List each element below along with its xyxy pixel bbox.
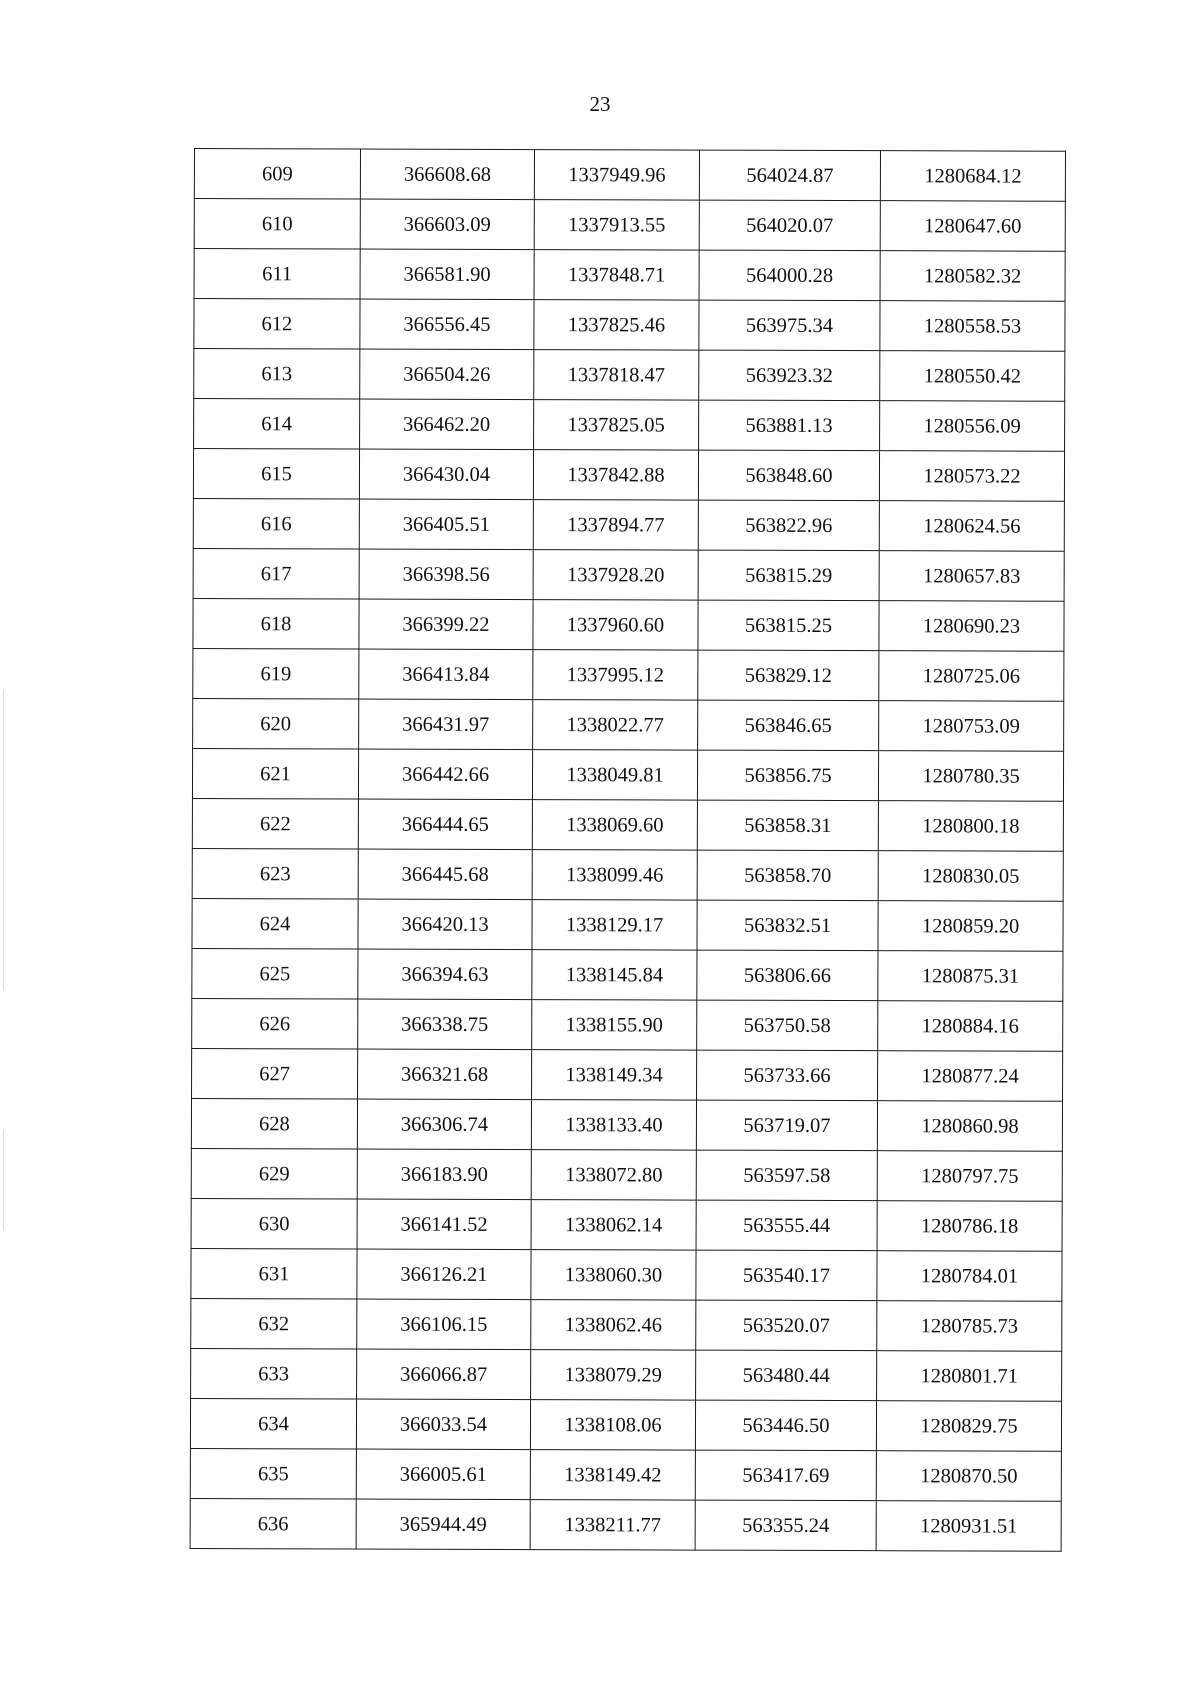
table-row <box>192 998 1063 1051</box>
table-cell: 612 <box>194 299 360 350</box>
table-cell: 1280860.98 <box>877 1101 1062 1152</box>
table-row <box>190 1448 1061 1501</box>
table-cell: 1280753.09 <box>879 701 1064 752</box>
table-cell: 632 <box>191 1298 357 1349</box>
table-cell: 1337960.60 <box>533 600 698 651</box>
table-row <box>192 748 1063 801</box>
table-cell: 563923.32 <box>699 350 880 401</box>
table-cell: 1337928.20 <box>533 550 698 601</box>
table-cell: 1338072.80 <box>531 1150 696 1201</box>
table-cell: 1280931.51 <box>876 1501 1061 1552</box>
table-cell: 1280884.16 <box>878 1001 1063 1052</box>
table-cell: 1280624.56 <box>879 501 1064 552</box>
table-cell: 366066.87 <box>357 1349 531 1400</box>
table-cell: 613 <box>194 349 360 400</box>
table-cell: 1280780.35 <box>878 751 1063 802</box>
table-cell: 627 <box>192 1048 358 1099</box>
table-cell: 634 <box>190 1398 356 1449</box>
table-cell: 615 <box>193 449 359 500</box>
table-cell: 1280870.50 <box>876 1451 1061 1502</box>
table-cell: 1337894.77 <box>533 500 698 551</box>
table-cell: 631 <box>191 1248 357 1299</box>
table-cell: 1338069.60 <box>532 800 697 851</box>
table-cell: 366431.97 <box>359 699 533 750</box>
table-cell: 366462.20 <box>360 399 534 450</box>
table-cell: 563719.07 <box>696 1100 877 1151</box>
table-cell: 1338211.77 <box>530 1500 695 1551</box>
table-cell: 1280657.83 <box>879 551 1064 602</box>
table-cell: 624 <box>192 898 358 949</box>
table-cell: 563806.66 <box>697 950 878 1001</box>
table-cell: 625 <box>192 948 358 999</box>
table-cell: 617 <box>193 548 359 599</box>
table-cell: 623 <box>192 848 358 899</box>
table-cell: 626 <box>192 998 358 1049</box>
table-cell: 1280877.24 <box>878 1051 1063 1102</box>
table-cell: 1337818.47 <box>534 350 699 401</box>
table-cell: 563446.50 <box>695 1400 876 1451</box>
table-cell: 366420.13 <box>358 899 532 950</box>
table-cell: 1338108.06 <box>530 1400 695 1451</box>
table-cell: 620 <box>193 698 359 749</box>
table-row <box>192 798 1063 851</box>
table-cell: 563858.31 <box>697 800 878 851</box>
table-cell: 563846.65 <box>698 700 879 751</box>
table-cell: 1337848.71 <box>534 250 699 301</box>
table-cell: 563733.66 <box>697 1050 878 1101</box>
table-cell: 563750.58 <box>697 1000 878 1051</box>
table-cell: 1338149.34 <box>532 1050 697 1101</box>
table-cell: 633 <box>191 1348 357 1399</box>
table-cell: 1338079.29 <box>531 1350 696 1401</box>
table-cell: 563881.13 <box>699 400 880 451</box>
table-cell: 366399.22 <box>359 599 533 650</box>
table-cell: 563832.51 <box>697 900 878 951</box>
table-cell: 1337842.88 <box>533 450 698 501</box>
table-cell: 564024.87 <box>699 150 880 201</box>
table-cell: 1280801.71 <box>877 1351 1062 1402</box>
table-row <box>192 948 1063 1001</box>
table-row <box>191 1098 1062 1151</box>
table-cell: 1338099.46 <box>532 850 697 901</box>
table-cell: 366338.75 <box>358 999 532 1050</box>
coordinate-table <box>190 148 1066 1552</box>
table-row <box>191 1298 1062 1351</box>
table-cell: 1280829.75 <box>876 1401 1061 1452</box>
table-cell: 366141.52 <box>357 1199 531 1250</box>
table-cell: 1280582.32 <box>880 251 1065 302</box>
table-cell: 1280556.09 <box>880 401 1065 452</box>
table-row <box>193 598 1064 651</box>
table-cell: 564000.28 <box>699 250 880 301</box>
table-cell: 366405.51 <box>359 499 533 550</box>
table-cell: 563815.29 <box>698 550 879 601</box>
table-cell: 563815.25 <box>698 600 879 651</box>
table-cell: 563597.58 <box>696 1150 877 1201</box>
table-cell: 563822.96 <box>698 500 879 551</box>
table-cell: 628 <box>191 1098 357 1149</box>
table-cell: 1280800.18 <box>878 801 1063 852</box>
table-cell: 366394.63 <box>358 949 532 1000</box>
table-cell: 563555.44 <box>696 1200 877 1251</box>
page-number: 23 <box>589 92 611 116</box>
table-cell: 563417.69 <box>695 1450 876 1501</box>
table-cell: 563856.75 <box>697 750 878 801</box>
table-cell: 635 <box>190 1448 356 1499</box>
table-cell: 366321.68 <box>358 1049 532 1100</box>
table-row <box>194 149 1065 202</box>
table-cell: 1280550.42 <box>880 351 1065 402</box>
table-cell: 1338022.77 <box>533 700 698 751</box>
table-cell: 563975.34 <box>699 300 880 351</box>
table-cell: 614 <box>194 399 360 450</box>
table-row <box>193 698 1064 751</box>
table-row <box>192 848 1063 901</box>
table-cell: 366005.61 <box>356 1449 530 1500</box>
table-cell: 619 <box>193 648 359 699</box>
table-cell: 616 <box>193 498 359 549</box>
table-cell: 1280786.18 <box>877 1201 1062 1252</box>
table-cell: 1337995.12 <box>533 650 698 701</box>
table-cell: 366126.21 <box>357 1249 531 1300</box>
table-cell: 1338149.42 <box>530 1450 695 1501</box>
coordinate-table-body <box>190 149 1065 1552</box>
table-cell: 366442.66 <box>358 749 532 800</box>
table-cell: 1280875.31 <box>878 951 1063 1002</box>
table-row <box>190 1498 1061 1551</box>
table-row <box>194 249 1065 302</box>
table-row <box>191 1148 1062 1201</box>
table-cell: 365944.49 <box>356 1499 530 1550</box>
table-cell: 1337949.96 <box>534 150 699 201</box>
table-cell: 366603.09 <box>360 199 534 250</box>
table-cell: 366033.54 <box>356 1399 530 1450</box>
table-cell: 1338062.14 <box>531 1200 696 1251</box>
table-row <box>191 1348 1062 1401</box>
table-cell: 1280797.75 <box>877 1151 1062 1202</box>
table-row <box>194 399 1065 452</box>
coordinate-table-container <box>190 148 1065 1552</box>
table-cell: 1280785.73 <box>877 1301 1062 1352</box>
table-cell: 630 <box>191 1198 357 1249</box>
table-cell: 1280690.23 <box>879 601 1064 652</box>
table-row <box>191 1248 1062 1301</box>
table-cell: 622 <box>192 798 358 849</box>
table-cell: 1280684.12 <box>880 151 1065 202</box>
table-cell: 366581.90 <box>360 249 534 300</box>
table-cell: 1337825.46 <box>534 300 699 351</box>
table-cell: 1338049.81 <box>532 750 697 801</box>
table-cell: 563520.07 <box>696 1300 877 1351</box>
table-cell: 563355.24 <box>695 1500 876 1551</box>
table-cell: 366413.84 <box>359 649 533 700</box>
table-row <box>194 299 1065 352</box>
table-row <box>194 199 1065 252</box>
table-cell: 563848.60 <box>698 450 879 501</box>
table-cell: 564020.07 <box>699 200 880 251</box>
table-cell: 1280830.05 <box>878 851 1063 902</box>
table-cell: 366430.04 <box>359 449 533 500</box>
table-row <box>193 449 1064 502</box>
scan-edge-mark <box>3 1130 4 1230</box>
table-cell: 1338133.40 <box>531 1100 696 1151</box>
table-cell: 563858.70 <box>697 850 878 901</box>
table-cell: 366183.90 <box>357 1149 531 1200</box>
table-cell: 563480.44 <box>696 1350 877 1401</box>
table-cell: 1280573.22 <box>879 451 1064 502</box>
table-row <box>192 1048 1063 1101</box>
table-cell: 1338060.30 <box>531 1250 696 1301</box>
table-cell: 1280725.06 <box>879 651 1064 702</box>
table-cell: 366398.56 <box>359 549 533 600</box>
table-cell: 563829.12 <box>698 650 879 701</box>
table-cell: 366556.45 <box>360 299 534 350</box>
table-cell: 1280558.53 <box>880 301 1065 352</box>
table-row <box>190 1398 1061 1451</box>
table-cell: 621 <box>192 748 358 799</box>
table-cell: 1338145.84 <box>532 950 697 1001</box>
table-cell: 618 <box>193 598 359 649</box>
table-cell: 1338155.90 <box>532 1000 697 1051</box>
table-cell: 366608.68 <box>360 149 534 200</box>
table-row <box>193 648 1064 701</box>
table-cell: 366106.15 <box>357 1299 531 1350</box>
table-cell: 366445.68 <box>358 849 532 900</box>
scan-edge-mark <box>3 690 4 990</box>
table-cell: 1338062.46 <box>531 1300 696 1351</box>
table-cell: 563540.17 <box>696 1250 877 1301</box>
table-cell: 1280784.01 <box>877 1251 1062 1302</box>
table-cell: 1280647.60 <box>880 201 1065 252</box>
table-cell: 610 <box>194 199 360 250</box>
table-row <box>192 898 1063 951</box>
table-cell: 1338129.17 <box>532 900 697 951</box>
table-cell: 609 <box>194 149 360 200</box>
table-cell: 611 <box>194 249 360 300</box>
table-cell: 1337913.55 <box>534 200 699 251</box>
table-row <box>194 349 1065 402</box>
table-row <box>191 1198 1062 1251</box>
table-cell: 366306.74 <box>357 1099 531 1150</box>
table-cell: 629 <box>191 1148 357 1199</box>
table-cell: 636 <box>190 1498 356 1549</box>
table-row <box>193 498 1064 551</box>
table-cell: 1337825.05 <box>534 400 699 451</box>
table-cell: 366444.65 <box>358 799 532 850</box>
table-cell: 1280859.20 <box>878 901 1063 952</box>
table-row <box>193 548 1064 601</box>
table-cell: 366504.26 <box>360 349 534 400</box>
